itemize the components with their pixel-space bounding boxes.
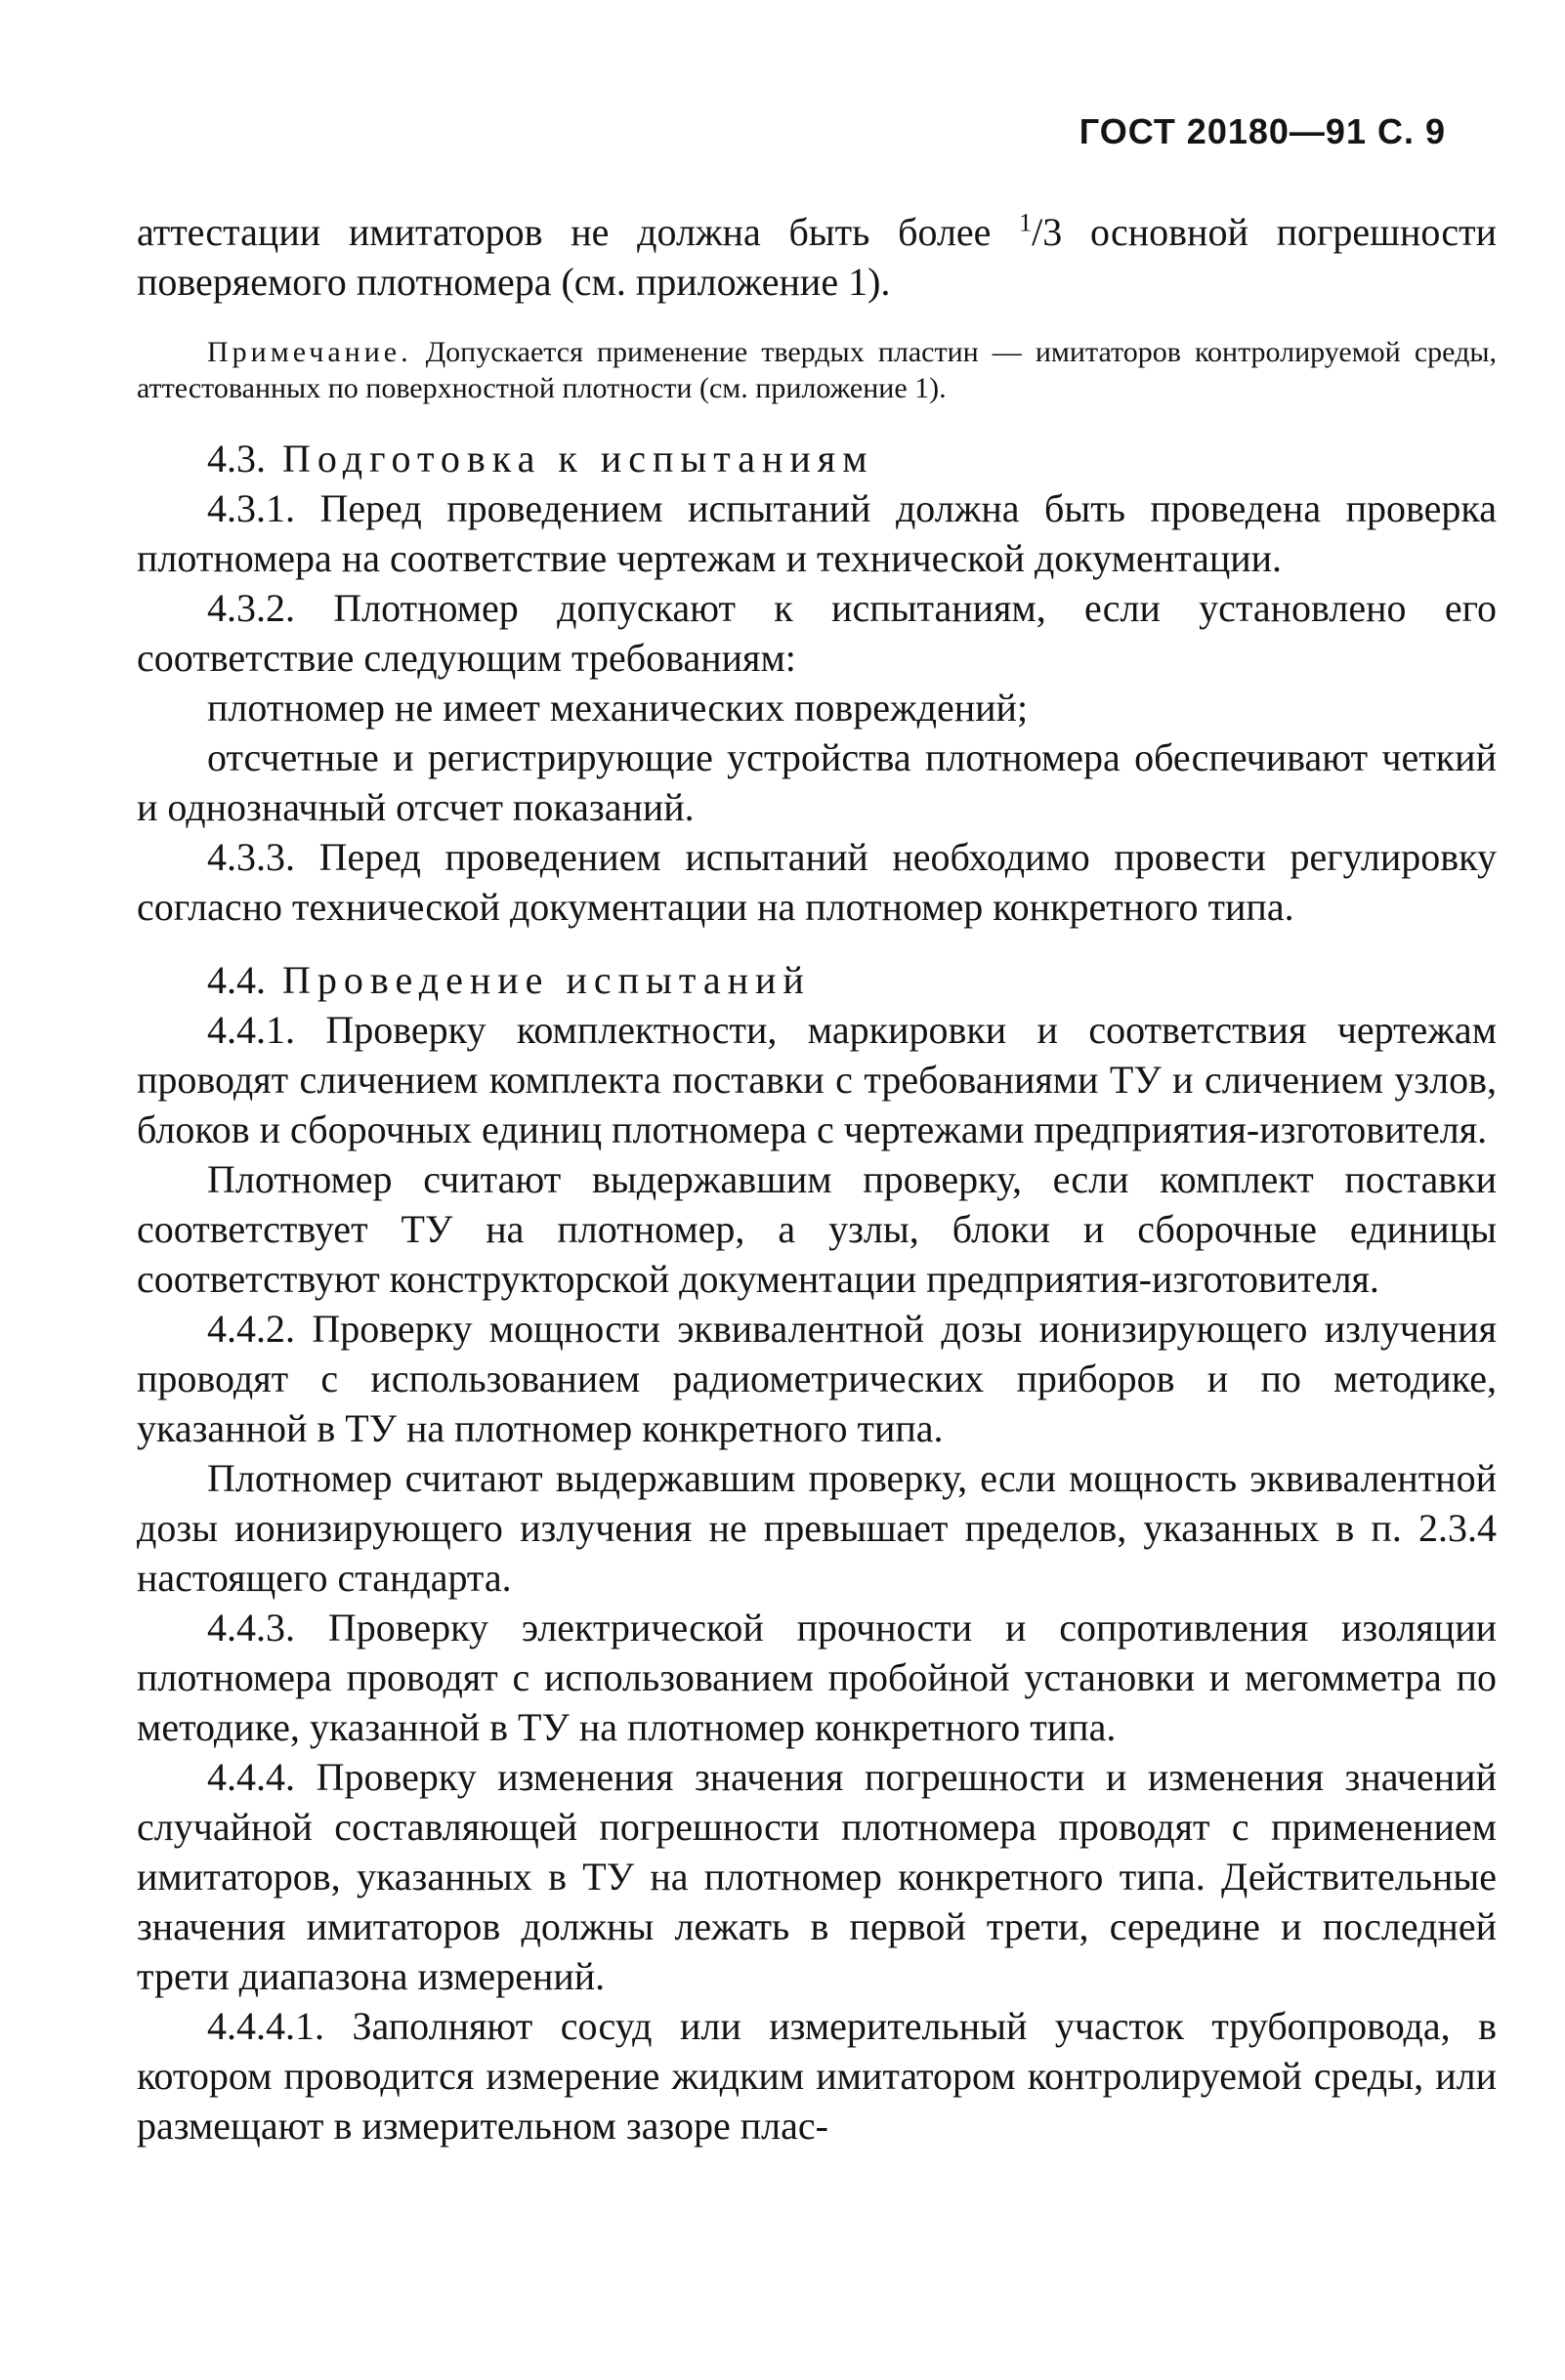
- section-title: Проведение испытаний: [266, 958, 811, 1002]
- section-title: Подготовка к испытаниям: [266, 437, 874, 480]
- page-header: ГОСТ 20180—91 С. 9: [1079, 111, 1446, 151]
- fraction-denominator: /3: [1032, 210, 1063, 254]
- section-number: 4.4.: [207, 958, 266, 1002]
- paragraph-continuation: [137, 207, 1497, 307]
- paragraph-4-4-3: 4.4.3. Проверку электрической прочности и сопротивления изоляции плотномера проводят с использованием пробойной установки и мегомметра по методике, указанной в ТУ на плотномер конкретного типа.: [137, 1606, 1497, 1749]
- paragraph-4-4-4-1: 4.4.4.1. Заполняют сосуд или измерительный участок трубопровода, в котором проводится измерение жидким имитатором контролируемой среды, или размещают в измерительном зазоре плас-: [137, 2004, 1497, 2148]
- p0-text-before: аттестации имитаторов не должна быть более: [137, 210, 1020, 254]
- paragraph-4-3-1: 4.3.1. Перед проведением испытаний должна быть проведена проверка плотномера на соответствие чертежам и технической документации.: [137, 486, 1497, 580]
- paragraph-4-4-1: 4.4.1. Проверку комплектности, маркировки и соответствия чертежам проводят сличением комплекта поставки с требованиями ТУ и сличением узлов, блоков и сборочных единиц плотномера с чертежами предприятия-изготовителя.: [137, 1008, 1497, 1151]
- list-item-requirement: плотномер не имеет механических повреждений;: [207, 686, 1029, 730]
- paragraph-4-4-4: 4.4.4. Проверку изменения значения погрешности и изменения значений случайной составляющей погрешности плотномера проводят с применением имитаторов, указанных в ТУ на плотномер конкретного типа. Действительные значения имитаторов должны лежать в первой трети, середине и последней трети диапазона измерений.: [137, 1755, 1497, 1998]
- p0-text-after: основной погрешности поверяемого плотномера (см. приложение 1).: [137, 210, 1498, 304]
- section-heading-4-4: [137, 955, 1497, 1005]
- paragraph-4-4-2-result: Плотномер считают выдержавшим проверку, если мощность эквивалентной дозы ионизирующего излучения не превышает пределов, указанных в п. 2.3.4 настоящего стандарта.: [137, 1456, 1497, 1600]
- page-content: [137, 207, 1497, 2150]
- note-text: Допускается применение твердых пластин — имитаторов контролируемой среды, аттестованных по поверхностной плотности (см. приложение 1).: [137, 336, 1497, 404]
- fraction-numerator: 1: [1019, 208, 1033, 237]
- paragraph-4-3-3: 4.3.3. Перед проведением испытаний необходимо провести регулировку согласно технической документации на плотномер конкретного типа.: [137, 835, 1497, 929]
- paragraph-4-4-1-result: Плотномер считают выдержавшим проверку, если комплект поставки соответствует ТУ на плотномер, а узлы, блоки и сборочные единицы соответствуют конструкторской документации предприятия-изготовителя.: [137, 1157, 1497, 1301]
- paragraph-4-3-2: 4.3.2. Плотномер допускают к испытаниям, если установлено его соответствие следующим требованиям:: [137, 586, 1497, 680]
- section-heading-4-3: [137, 434, 1497, 483]
- note-label: Примечание.: [207, 336, 412, 368]
- list-item-requirement: отсчетные и регистрирующие устройства плотномера обеспечивают четкий и однозначный отсчет показаний.: [137, 735, 1497, 829]
- note: [137, 334, 1497, 406]
- fraction-one-third: [1019, 210, 1062, 254]
- section-number: 4.3.: [207, 437, 266, 480]
- paragraph-4-4-2: 4.4.2. Проверку мощности эквивалентной дозы ионизирующего излучения проводят с использованием радиометрических приборов и по методике, указанной в ТУ на плотномер конкретного типа.: [137, 1307, 1497, 1450]
